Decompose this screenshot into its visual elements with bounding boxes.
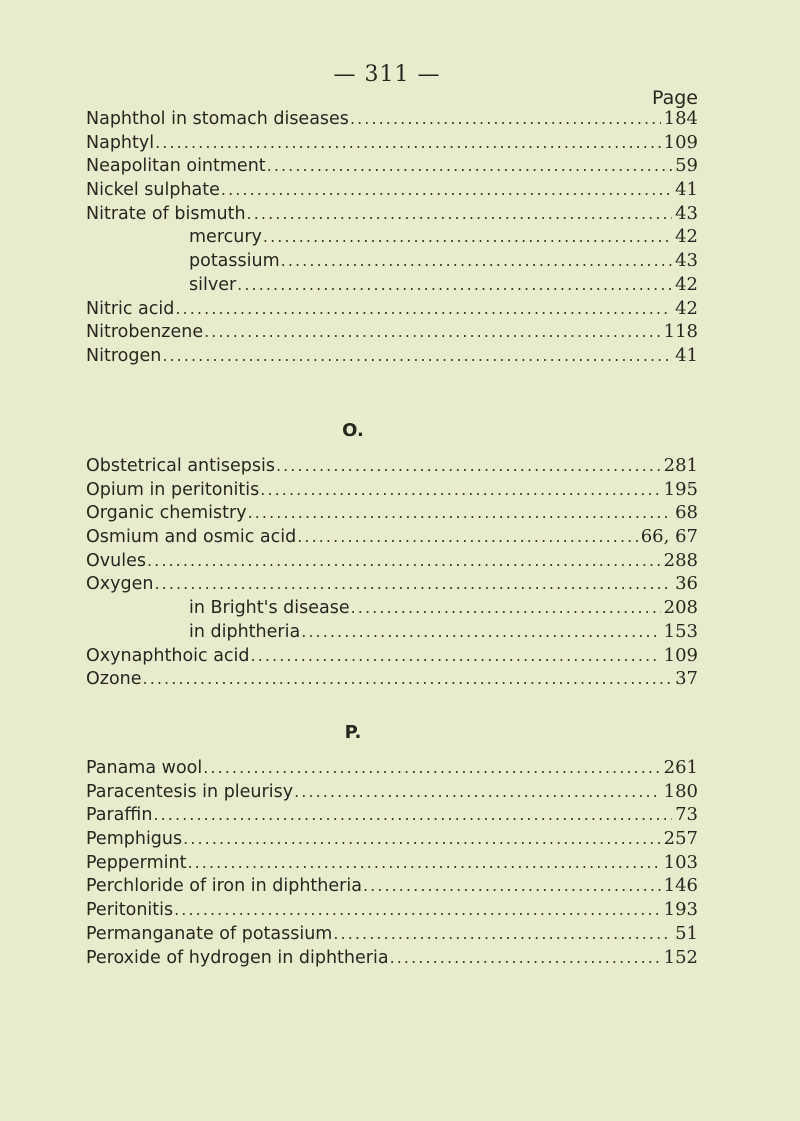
index-entry <box>86 502 698 526</box>
index-term: Osmium and osmic acid <box>86 527 297 548</box>
index-term: Nitrate of bismuth <box>86 203 246 224</box>
section-heading: P. <box>344 722 362 743</box>
page-reference: 51 <box>675 922 698 944</box>
page-reference: 42 <box>675 297 698 319</box>
page-reference: 180 <box>663 780 698 802</box>
index-term: silver <box>189 274 237 295</box>
index-term: Obstetrical antisepsis <box>86 456 275 476</box>
index-entry <box>86 108 698 132</box>
dot-leader <box>203 758 660 777</box>
page-reference: 153 <box>663 620 698 642</box>
index-term: Nickel sulphate <box>86 180 220 201</box>
page-reference: 261 <box>663 757 698 778</box>
dot-leader <box>187 853 660 872</box>
index-term: mercury <box>189 227 262 248</box>
page-reference: 43 <box>675 202 698 224</box>
index-entry <box>86 781 698 805</box>
index-entry <box>86 550 698 574</box>
page-reference: 257 <box>663 828 698 850</box>
dot-leader <box>333 924 672 943</box>
index-subentry <box>86 226 698 250</box>
index-section-o <box>86 420 698 692</box>
page-reference: 37 <box>675 668 698 690</box>
index-entry <box>86 668 698 692</box>
index-section-p <box>86 722 698 970</box>
index-term: Oxynaphthoic acid <box>86 645 250 666</box>
index-entry <box>86 203 698 227</box>
page-reference: 103 <box>663 851 698 873</box>
dot-leader <box>162 346 672 365</box>
dot-leader <box>248 503 673 522</box>
index-entry <box>86 132 698 156</box>
index-entry <box>86 828 698 852</box>
index-entry <box>86 923 698 947</box>
index-term: Nitric acid <box>86 298 175 319</box>
dot-leader <box>297 527 638 546</box>
dot-leader <box>260 480 660 499</box>
index-term: Ozone <box>86 669 142 690</box>
index-entry <box>86 179 698 203</box>
page-reference: 208 <box>663 597 698 619</box>
page-reference: 68 <box>675 502 698 524</box>
index-subentry <box>86 250 698 274</box>
index-entry <box>86 875 698 899</box>
page-reference: 66, 67 <box>640 526 698 548</box>
index-term: Ovules <box>86 550 146 571</box>
dot-leader <box>174 900 661 919</box>
dot-leader <box>247 204 673 223</box>
page-reference: 109 <box>663 644 698 666</box>
index-entry <box>86 645 698 669</box>
index-term: potassium <box>189 251 280 272</box>
dot-leader <box>175 299 672 318</box>
page-reference: 41 <box>675 344 698 366</box>
index-entry <box>86 804 698 828</box>
dot-leader <box>351 598 661 617</box>
page-reference: 195 <box>663 478 698 500</box>
index-term: Neapolitan ointment <box>86 156 266 177</box>
page-reference: 43 <box>675 250 698 272</box>
index-subentry <box>86 621 698 645</box>
index-term: Organic chemistry <box>86 503 247 524</box>
index-entry <box>86 455 698 479</box>
index-entry <box>86 899 698 923</box>
index-term: Naphthol in stomach diseases <box>86 109 349 129</box>
index-entry <box>86 298 698 322</box>
page-reference: 146 <box>663 875 698 897</box>
page-reference: 42 <box>675 273 698 295</box>
dot-leader <box>221 180 672 199</box>
index-subentry <box>86 274 698 298</box>
index-term: Pemphigus <box>86 829 183 850</box>
page-number: — 311 — <box>333 62 441 87</box>
index-term: Peppermint <box>86 852 187 873</box>
section-heading: O. <box>342 420 364 441</box>
index-entry <box>86 155 698 179</box>
index-term: Panama wool <box>86 758 203 778</box>
index-term: Paracentesis in pleurisy <box>86 781 294 802</box>
index-entry <box>86 947 698 971</box>
index-term: Nitrogen <box>86 345 162 366</box>
index-entry <box>86 526 698 550</box>
index-term: in diphtheria <box>189 621 301 642</box>
dot-leader <box>294 782 661 801</box>
page-reference: 42 <box>675 226 698 248</box>
index-entry <box>86 757 698 781</box>
index-term: Perchloride of iron in diphtheria <box>86 876 362 897</box>
index-term: Permanganate of potassium <box>86 923 333 944</box>
dot-leader <box>263 227 672 246</box>
index-entry <box>86 345 698 369</box>
index-entry <box>86 852 698 876</box>
page-reference: 152 <box>663 946 698 968</box>
dot-leader <box>267 156 672 175</box>
dot-leader <box>204 322 661 341</box>
index-entry <box>86 479 698 503</box>
dot-leader <box>155 133 661 152</box>
page-reference: 36 <box>675 573 698 595</box>
index-term: Oxygen <box>86 574 154 595</box>
index-term: Naphtyl <box>86 132 155 153</box>
page-reference: 41 <box>675 179 698 201</box>
dot-leader <box>237 275 672 294</box>
dot-leader <box>390 948 661 967</box>
index-entry <box>86 573 698 597</box>
index-section-n <box>86 108 698 369</box>
page-reference: 109 <box>663 131 698 153</box>
index-term: Peritonitis <box>86 900 174 921</box>
page-reference: 59 <box>675 155 698 177</box>
dot-leader <box>276 456 661 475</box>
index-term: Opium in peritonitis <box>86 479 260 500</box>
index-term: Paraffin <box>86 805 153 826</box>
page-reference: 73 <box>675 804 698 826</box>
index-term: in Bright's disease <box>189 598 350 619</box>
dot-leader <box>281 251 672 270</box>
index-term: Nitrobenzene <box>86 322 204 343</box>
dot-leader <box>301 622 660 641</box>
page-column-label: Page <box>652 87 698 109</box>
dot-leader <box>143 669 673 688</box>
page-reference: 288 <box>663 549 698 571</box>
index-subentry <box>86 597 698 621</box>
dot-leader <box>154 574 672 593</box>
page-reference: 281 <box>663 455 698 476</box>
dot-leader <box>147 551 661 570</box>
page-reference: 184 <box>663 108 698 129</box>
dot-leader <box>350 109 661 128</box>
page-reference: 193 <box>663 899 698 921</box>
dot-leader <box>363 876 661 895</box>
dot-leader <box>183 829 661 848</box>
page-reference: 118 <box>663 321 698 343</box>
index-term: Peroxide of hydrogen in diphtheria <box>86 947 389 968</box>
dot-leader <box>251 646 661 665</box>
dot-leader <box>153 805 672 824</box>
index-entry <box>86 321 698 345</box>
